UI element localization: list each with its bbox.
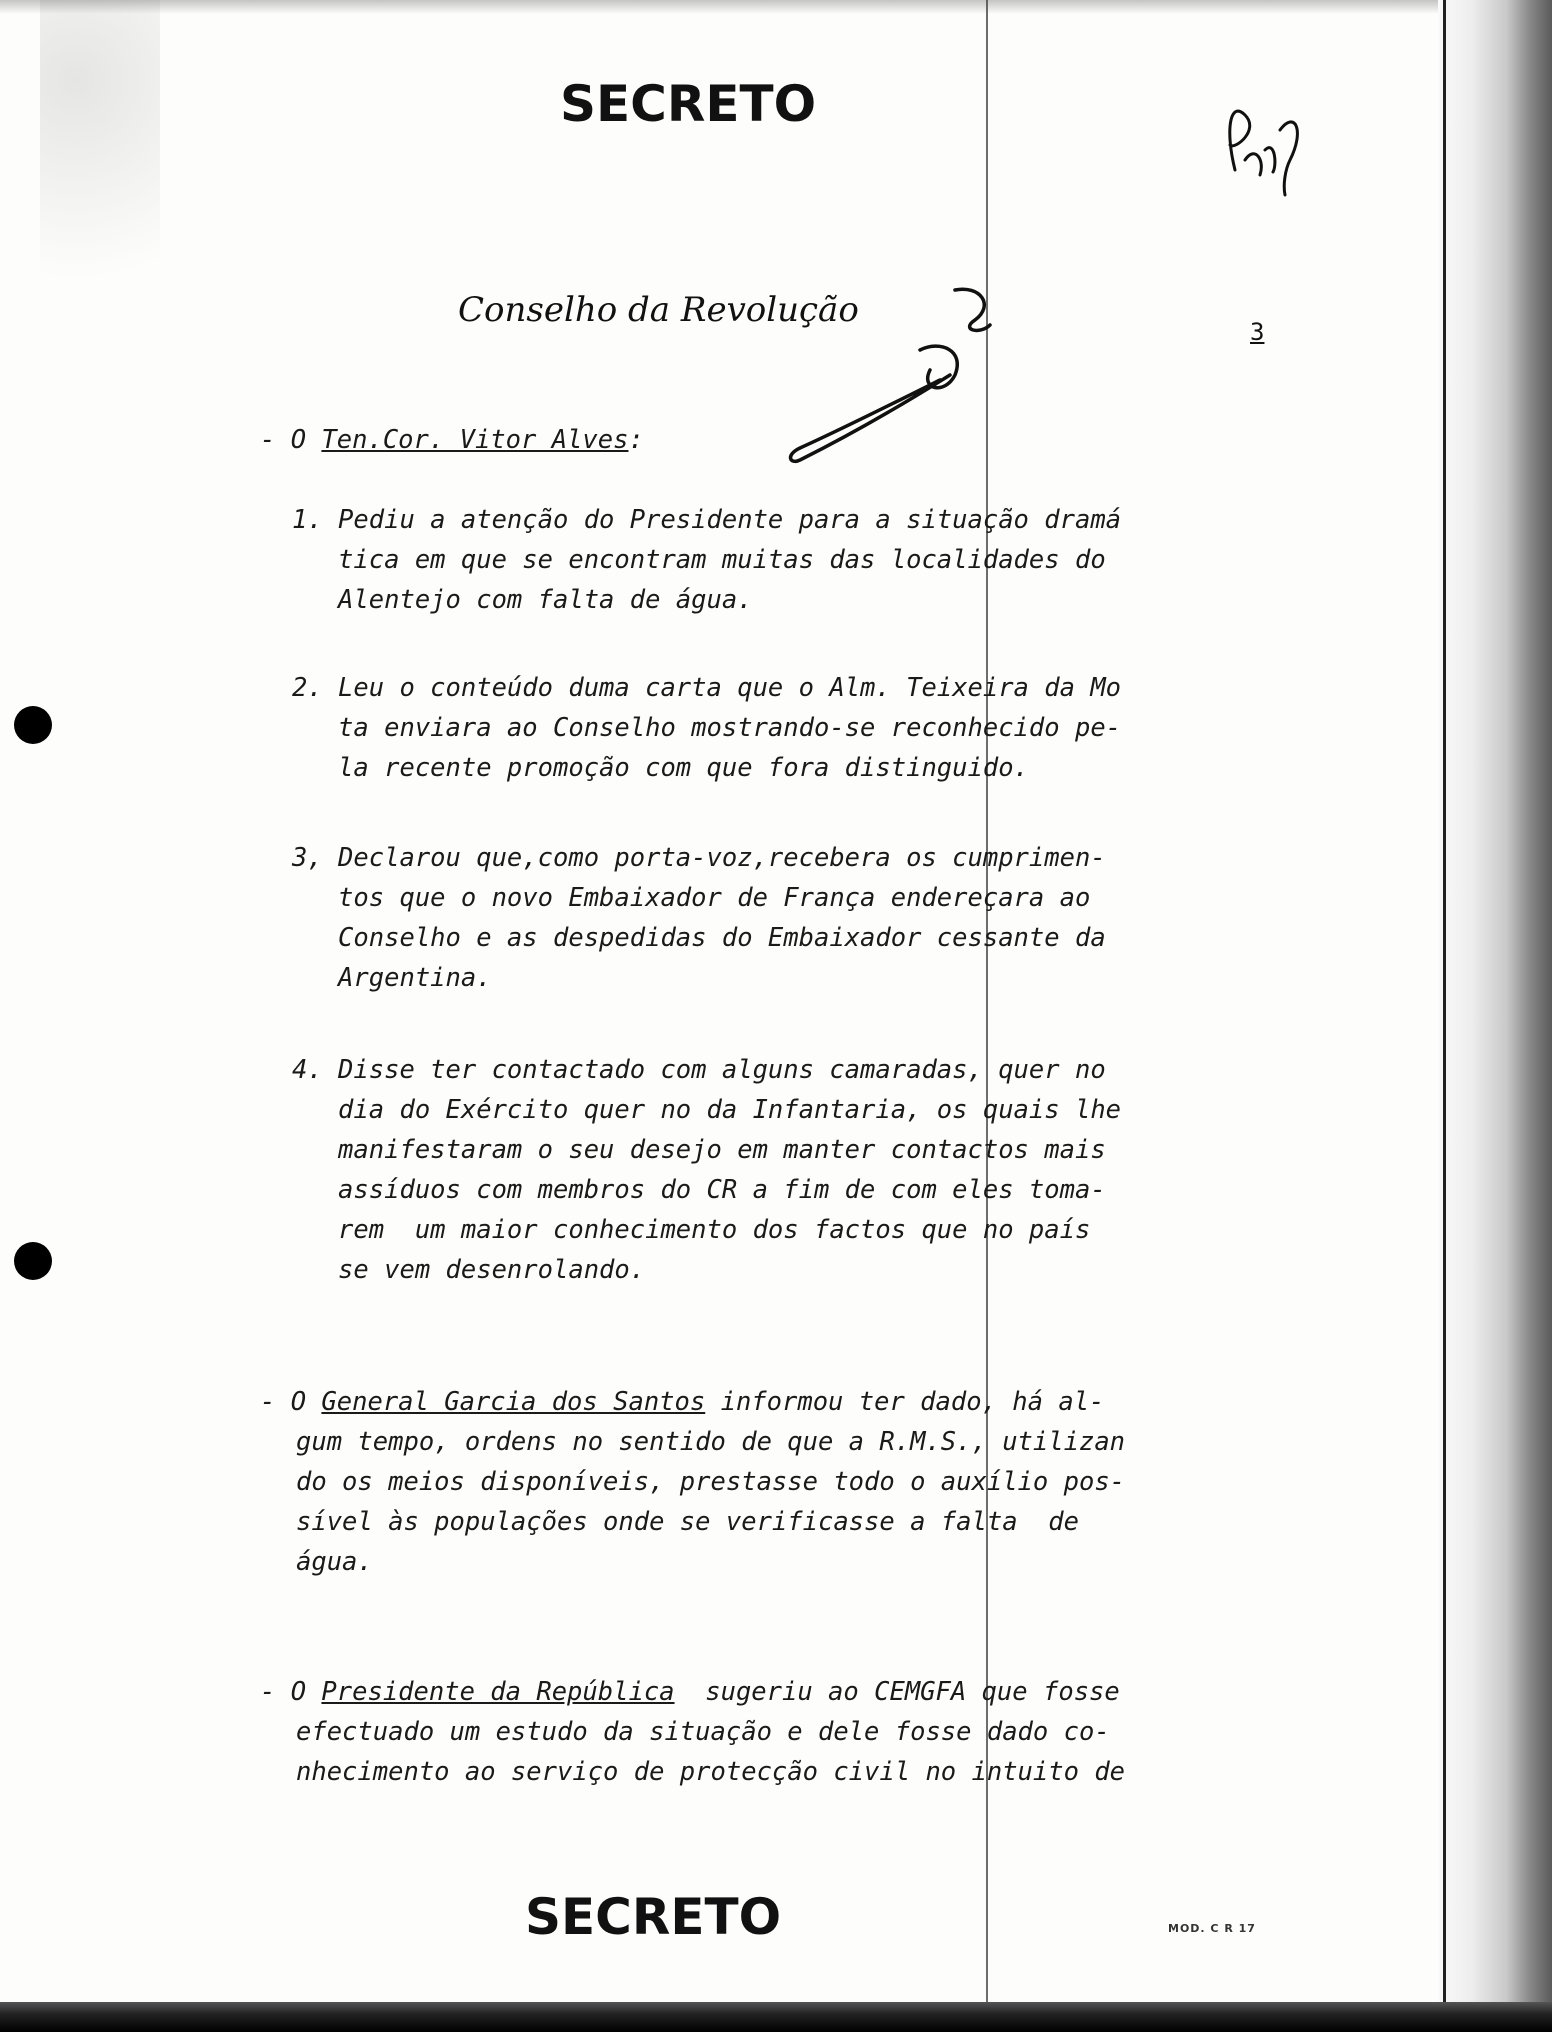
garcia-first-line-rest: informou ter dado, há al- [705, 1387, 1105, 1417]
item-3-line-1: 3, Declarou que,como porta-voz,recebera os cumprimen- [292, 843, 1106, 873]
dash-prefix: - O [260, 425, 322, 455]
scan-speckle [40, 0, 160, 400]
item-2-line-1: 2. Leu o conteúdo duma carta que o Alm. Teixeira da Mo [292, 673, 1122, 703]
dash-prefix: - O [260, 1387, 322, 1417]
item-4-line-6: se vem desenrolando. [292, 1255, 646, 1285]
item-4-line-4: assíduos com membros do CR a fim de com eles toma- [292, 1175, 1106, 1205]
item-1-line-1: 1. Pediu a atenção do Presidente para a situação dramá [292, 505, 1122, 535]
speaker-name-garcia-dos-santos: General Garcia dos Santos [321, 1387, 706, 1417]
garcia-line-2: gum tempo, ordens no sentido de que a R.M.S., utilizan [296, 1427, 1126, 1457]
speaker-name-presidente: Presidente da República [321, 1677, 675, 1707]
item-4-line-5: rem um maior conhecimento dos factos que no país [292, 1215, 1091, 1245]
item-3-line-2: tos que o novo Embaixador de França endereçara ao [292, 883, 1091, 913]
dash-prefix: - O [260, 1677, 322, 1707]
punch-hole-lower [14, 1242, 52, 1280]
form-code: MOD. C R 17 [1168, 1922, 1256, 1935]
scan-bottom-edge [0, 2002, 1552, 2032]
garcia-line-5: água. [296, 1547, 373, 1577]
speaker-name-vitor-alves: Ten.Cor. Vitor Alves [321, 425, 629, 455]
speaker-suffix: : [628, 425, 644, 455]
scan-right-edge-line [1443, 0, 1446, 2032]
secret-stamp-top: SECRETO [560, 75, 817, 133]
page-number: 3 [1250, 318, 1265, 346]
letterhead-council: Conselho da Revolução [458, 290, 859, 330]
presidente-line-3: nhecimento ao serviço de protecção civil no intuito de [296, 1757, 1126, 1787]
item-1-line-2: tica em que se encontram muitas das localidades do [292, 545, 1106, 575]
initials-signature [1205, 90, 1315, 200]
item-4-line-3: manifestaram o seu desejo em manter contactos mais [292, 1135, 1106, 1165]
secret-stamp-bottom: SECRETO [525, 1888, 782, 1946]
item-3-line-4: Argentina. [292, 963, 492, 993]
garcia-line-3: do os meios disponíveis, prestasse todo o auxílio pos- [296, 1467, 1126, 1497]
item-1-line-3: Alentejo com falta de água. [292, 585, 753, 615]
presidente-first-line-rest: sugeriu ao CEMGFA que fosse [674, 1677, 1120, 1707]
item-3-line-3: Conselho e as despedidas do Embaixador cessante da [292, 923, 1106, 953]
garcia-line-4: sível às populações onde se verificasse a falta de [296, 1507, 1079, 1537]
item-4-line-2: dia do Exército quer no da Infantaria, os quais lhe [292, 1095, 1122, 1125]
item-2-line-3: la recente promoção com que fora distinguido. [292, 753, 1029, 783]
punch-hole-upper [14, 706, 52, 744]
handwritten-signature [780, 280, 1010, 470]
speaker-line-vitor-alves [260, 420, 644, 460]
item-4-line-1: 4. Disse ter contactado com alguns camaradas, quer no [292, 1055, 1106, 1085]
item-2-line-2: ta enviara ao Conselho mostrando-se reconhecido pe- [292, 713, 1122, 743]
presidente-line-2: efectuado um estudo da situação e dele fosse dado co- [296, 1717, 1110, 1747]
scan-top-edge [0, 0, 1440, 14]
speaker-line-garcia-dos-santos [260, 1382, 1104, 1422]
scan-right-edge [1438, 0, 1552, 2032]
speaker-line-presidente [260, 1672, 1120, 1712]
